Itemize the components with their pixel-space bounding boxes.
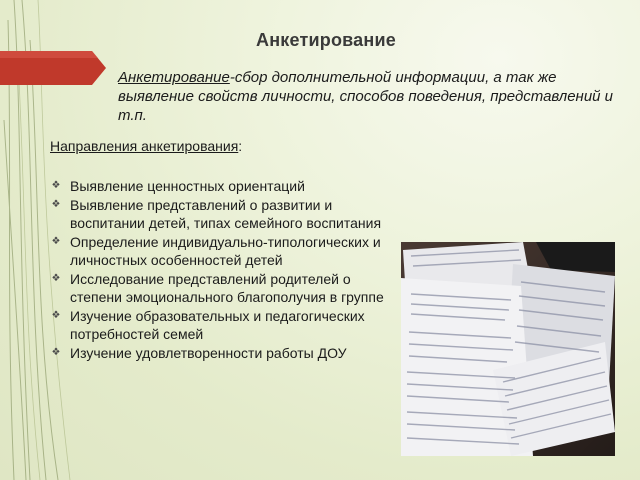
list-item-text: Определение индивидуально-типологических и личностных особенностей детей (70, 233, 381, 268)
definition-paragraph (118, 68, 628, 125)
list-item-text: Изучение удовлетворенности работы ДОУ (70, 344, 347, 361)
directions-heading-text: Направления анкетирования (50, 138, 239, 154)
list-item-text: Выявление ценностных ориентаций (70, 178, 305, 194)
photo-illustration (401, 242, 615, 456)
list-item (50, 270, 390, 307)
directions-heading (50, 138, 350, 154)
diamond-bullet-icon: ❖ (51, 180, 61, 191)
directions-list (50, 177, 390, 362)
list-item (50, 344, 390, 363)
diamond-bullet-icon: ❖ (51, 346, 61, 358)
list-item-text: Выявление представлений о развитии и воспитании детей, типах семейного воспитания (70, 196, 382, 231)
list-item (50, 196, 390, 233)
slide-title: Анкетирование (256, 30, 396, 50)
list-item (50, 307, 390, 344)
list-item (50, 177, 390, 196)
diamond-bullet-icon: ❖ (51, 272, 61, 284)
red-arrow-shape (0, 51, 106, 85)
list-item-text: Исследование представлений родителей о степени эмоционального благополучия в группе (70, 270, 384, 305)
diamond-bullet-icon: ❖ (51, 198, 61, 210)
diamond-bullet-icon: ❖ (51, 309, 61, 321)
list-item (50, 233, 390, 270)
list-item-text: Изучение образовательных и педагогических потребностей семей (70, 307, 365, 342)
definition-term: Анкетирование (118, 69, 230, 86)
diamond-bullet-icon: ❖ (51, 235, 61, 247)
questionnaire-sheets-photo (401, 242, 615, 456)
definition-text: -сбор дополнительной информации, а так же выявление свойств личности, способов поведения, представлений и т.п. (118, 69, 614, 124)
directions-heading-colon: : (238, 138, 243, 154)
